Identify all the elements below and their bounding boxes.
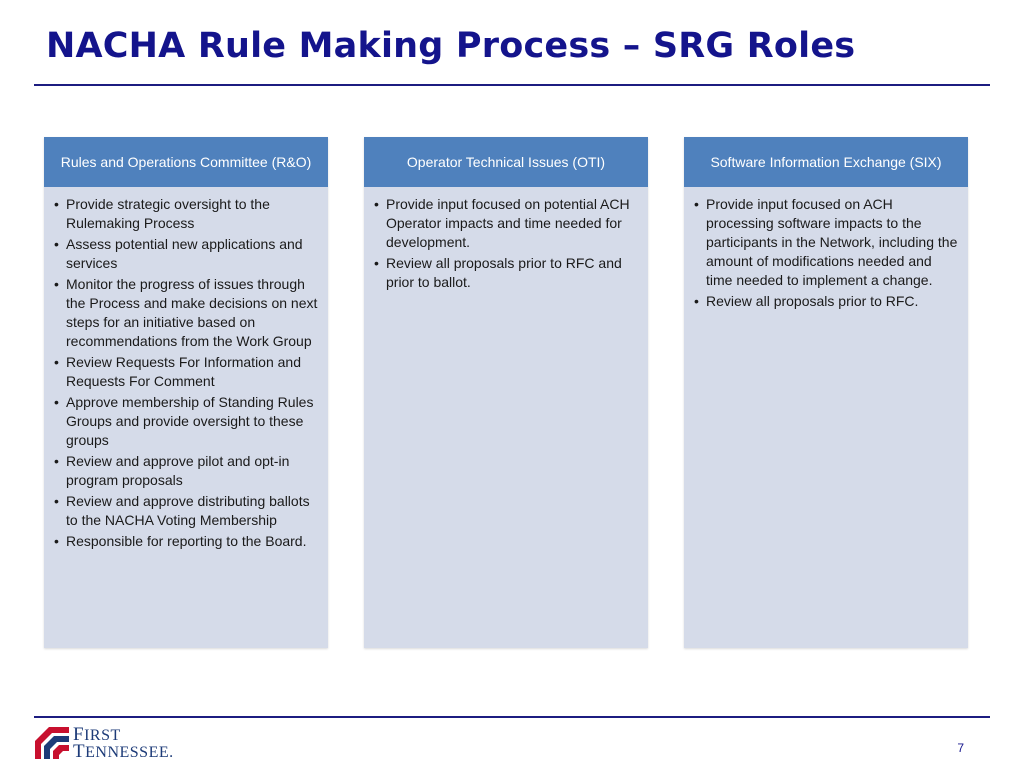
- bullet-item: • Assess potential new applications and services: [54, 235, 318, 273]
- bullet-item: • Responsible for reporting to the Board.: [54, 532, 318, 551]
- column-rules-operations: [44, 137, 328, 648]
- bullet-item: • Review Requests For Information and Requests For Comment: [54, 353, 318, 391]
- bullet-item: • Review and approve distributing ballots to the NACHA Voting Membership: [54, 492, 318, 530]
- first-tennessee-logo: [35, 724, 185, 762]
- bullet-item: • Provide strategic oversight to the Rulemaking Process: [54, 195, 318, 233]
- bullet-item: • Review and approve pilot and opt-in program proposals: [54, 452, 318, 490]
- column-software-information-exchange: [684, 137, 968, 648]
- bullet-item: • Review all proposals prior to RFC.: [694, 292, 958, 311]
- bullet-list: [684, 187, 968, 311]
- bullet-item: • Review all proposals prior to RFC and prior to ballot.: [374, 254, 638, 292]
- bullet-list: [364, 187, 648, 292]
- column-header: Rules and Operations Committee (R&O): [44, 137, 328, 187]
- column-header: Software Information Exchange (SIX): [684, 137, 968, 187]
- logo-wordmark: [73, 724, 223, 762]
- footer-divider: [34, 716, 990, 718]
- bullet-item: • Monitor the progress of issues through the Process and make decisions on next steps for an initiative based on recommendations from the Work Group: [54, 275, 318, 351]
- bullet-list: [44, 187, 328, 551]
- slide-title: NACHA Rule Making Process – SRG Roles: [46, 26, 856, 66]
- bullet-item: • Provide input focused on potential ACH Operator impacts and time needed for development.: [374, 195, 638, 252]
- page-number: 7: [957, 741, 964, 755]
- column-operator-technical-issues: [364, 137, 648, 648]
- bullet-item: • Provide input focused on ACH processing software impacts to the participants in the Network, including the amount of modifications needed and time needed to implement a change.: [694, 195, 958, 290]
- logo-line-tennessee: TENNESSEE.: [73, 741, 174, 762]
- logo-line-first: FIRST: [73, 724, 121, 745]
- bullet-item: • Approve membership of Standing Rules Groups and provide oversight to these groups: [54, 393, 318, 450]
- title-divider: [34, 84, 990, 86]
- logo-mark-icon: [35, 727, 69, 759]
- column-header: Operator Technical Issues (OTI): [364, 137, 648, 187]
